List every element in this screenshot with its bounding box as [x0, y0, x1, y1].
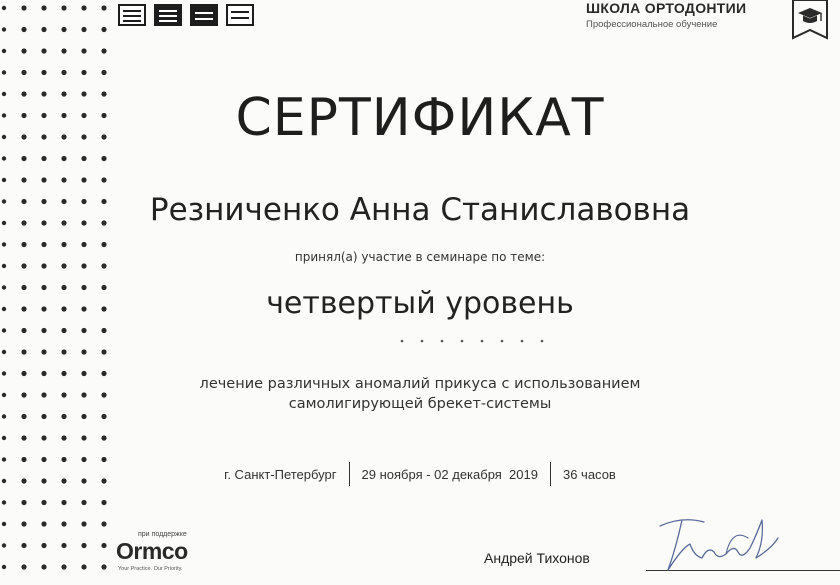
- pattern-dot: [41, 500, 46, 505]
- description-line: самолигирующей брекет-системы: [288, 396, 552, 412]
- pattern-dot: [101, 48, 106, 53]
- pattern-dot: [61, 263, 66, 268]
- sponsor-tagline: Your Practice. Our Priority.: [118, 566, 183, 572]
- school-name: ШКОЛА ОРТОДОНТИИ: [586, 0, 747, 16]
- logo-square-icon: [154, 4, 182, 26]
- pattern-dot: [2, 49, 6, 53]
- pattern-dot: [101, 328, 106, 333]
- dotted-divider: [398, 338, 558, 344]
- pattern-dot: [81, 435, 86, 440]
- pattern-dot: [21, 263, 26, 268]
- pattern-dot: [81, 349, 86, 354]
- pattern-dot: [61, 500, 66, 505]
- participation-text: принял(а) участие в семинаре по теме:: [294, 250, 546, 264]
- pattern-dot: [2, 178, 6, 182]
- pattern-dot: [101, 349, 106, 354]
- pattern-dot: [101, 242, 106, 247]
- pattern-dot: [41, 543, 46, 548]
- pattern-dot: [81, 521, 86, 526]
- pattern-dot: [41, 435, 46, 440]
- sponsor-label: при поддержке: [138, 531, 187, 538]
- pattern-dot: [61, 435, 66, 440]
- pattern-dot: [61, 564, 66, 569]
- school-subtitle: Профессиональное обучение: [586, 19, 718, 30]
- school-logo-squares: [118, 4, 254, 26]
- handwritten-signature: [652, 508, 782, 580]
- pattern-dot: [61, 242, 66, 247]
- pattern-dot: [41, 27, 46, 32]
- school-branding: [586, 0, 786, 30]
- pattern-dot: [21, 435, 26, 440]
- pattern-dot: [21, 328, 26, 333]
- pattern-dot: [81, 543, 86, 548]
- pattern-dot: [101, 156, 106, 161]
- pattern-dot: [101, 500, 106, 505]
- seminar-info-row: [0, 462, 840, 486]
- certificate-title: СЕРТИФИКАТ: [235, 88, 605, 148]
- logo-square-icon: [226, 4, 254, 26]
- logo-square-icon: [118, 4, 146, 26]
- pattern-dot: [2, 6, 6, 10]
- pattern-dot: [21, 27, 26, 32]
- pattern-dot: [41, 521, 46, 526]
- pattern-dot: [41, 349, 46, 354]
- pattern-dot: [2, 350, 6, 354]
- pattern-dot: [101, 543, 106, 548]
- pattern-dot: [21, 48, 26, 53]
- signer-name: Андрей Тихонов: [484, 550, 590, 566]
- pattern-dot: [61, 521, 66, 526]
- pattern-dot: [101, 414, 106, 419]
- seminar-topic: четвертый уровень: [266, 286, 574, 321]
- pattern-dot: [2, 242, 6, 246]
- pattern-dot: [2, 156, 6, 160]
- pattern-dot: [41, 156, 46, 161]
- pattern-dot: [21, 414, 26, 419]
- pattern-dot: [61, 349, 66, 354]
- pattern-dot: [101, 70, 106, 75]
- pattern-dot: [2, 522, 6, 526]
- logo-square-icon: [190, 4, 218, 26]
- pattern-dot: [2, 500, 6, 504]
- ormco-logo: Ormco: [116, 538, 188, 564]
- pattern-dot: [21, 543, 26, 548]
- pattern-dot: [101, 263, 106, 268]
- pattern-dot: [61, 414, 66, 419]
- pattern-dot: [101, 5, 106, 10]
- pattern-dot: [21, 242, 26, 247]
- pattern-dot: [81, 414, 86, 419]
- pattern-dot: [41, 70, 46, 75]
- pattern-dot: [41, 242, 46, 247]
- pattern-dot: [21, 500, 26, 505]
- pattern-dot: [2, 436, 6, 440]
- pattern-dot: [81, 70, 86, 75]
- graduation-cap-icon: [791, 0, 829, 40]
- pattern-dot: [81, 177, 86, 182]
- pattern-dot: [41, 177, 46, 182]
- seminar-dates: 29 ноября - 02 декабря 2019: [361, 466, 538, 482]
- description-line: лечение различных аномалий прикуса с использованием: [199, 376, 641, 392]
- pattern-dot: [81, 564, 86, 569]
- pattern-dot: [21, 177, 26, 182]
- pattern-dot: [2, 70, 6, 74]
- pattern-dot: [21, 70, 26, 75]
- pattern-dot: [61, 5, 66, 10]
- pattern-dot: [81, 27, 86, 32]
- pattern-dot: [81, 156, 86, 161]
- pattern-dot: [101, 435, 106, 440]
- pattern-dot: [81, 48, 86, 53]
- pattern-dot: [41, 48, 46, 53]
- seminar-description: [0, 374, 840, 414]
- pattern-dot: [61, 70, 66, 75]
- pattern-dot: [21, 564, 26, 569]
- pattern-dot: [61, 177, 66, 182]
- pattern-dot: [81, 242, 86, 247]
- pattern-dot: [41, 328, 46, 333]
- pattern-dot: [101, 177, 106, 182]
- pattern-dot: [41, 564, 46, 569]
- pattern-dot: [41, 5, 46, 10]
- pattern-dot: [41, 263, 46, 268]
- pattern-dot: [61, 27, 66, 32]
- pattern-dot: [101, 27, 106, 32]
- pattern-dot: [41, 414, 46, 419]
- pattern-dot: [61, 48, 66, 53]
- pattern-dot: [21, 156, 26, 161]
- pattern-dot: [2, 565, 6, 569]
- pattern-dot: [2, 543, 6, 547]
- pattern-dot: [61, 328, 66, 333]
- pattern-dot: [2, 27, 6, 31]
- pattern-dot: [21, 521, 26, 526]
- pattern-dot: [2, 264, 6, 268]
- seminar-city: г. Санкт-Петербург: [224, 466, 337, 482]
- recipient-name: Резниченко Анна Станиславовна: [149, 192, 691, 228]
- pattern-dot: [101, 564, 106, 569]
- pattern-dot: [2, 414, 6, 418]
- pattern-dot: [61, 156, 66, 161]
- pattern-dot: [81, 5, 86, 10]
- pattern-dot: [2, 328, 6, 332]
- pattern-dot: [81, 263, 86, 268]
- seminar-hours: 36 часов: [562, 466, 616, 482]
- pattern-dot: [81, 500, 86, 505]
- pattern-dot: [21, 5, 26, 10]
- pattern-dot: [101, 521, 106, 526]
- pattern-dot: [81, 328, 86, 333]
- pattern-dot: [61, 543, 66, 548]
- pattern-dot: [21, 349, 26, 354]
